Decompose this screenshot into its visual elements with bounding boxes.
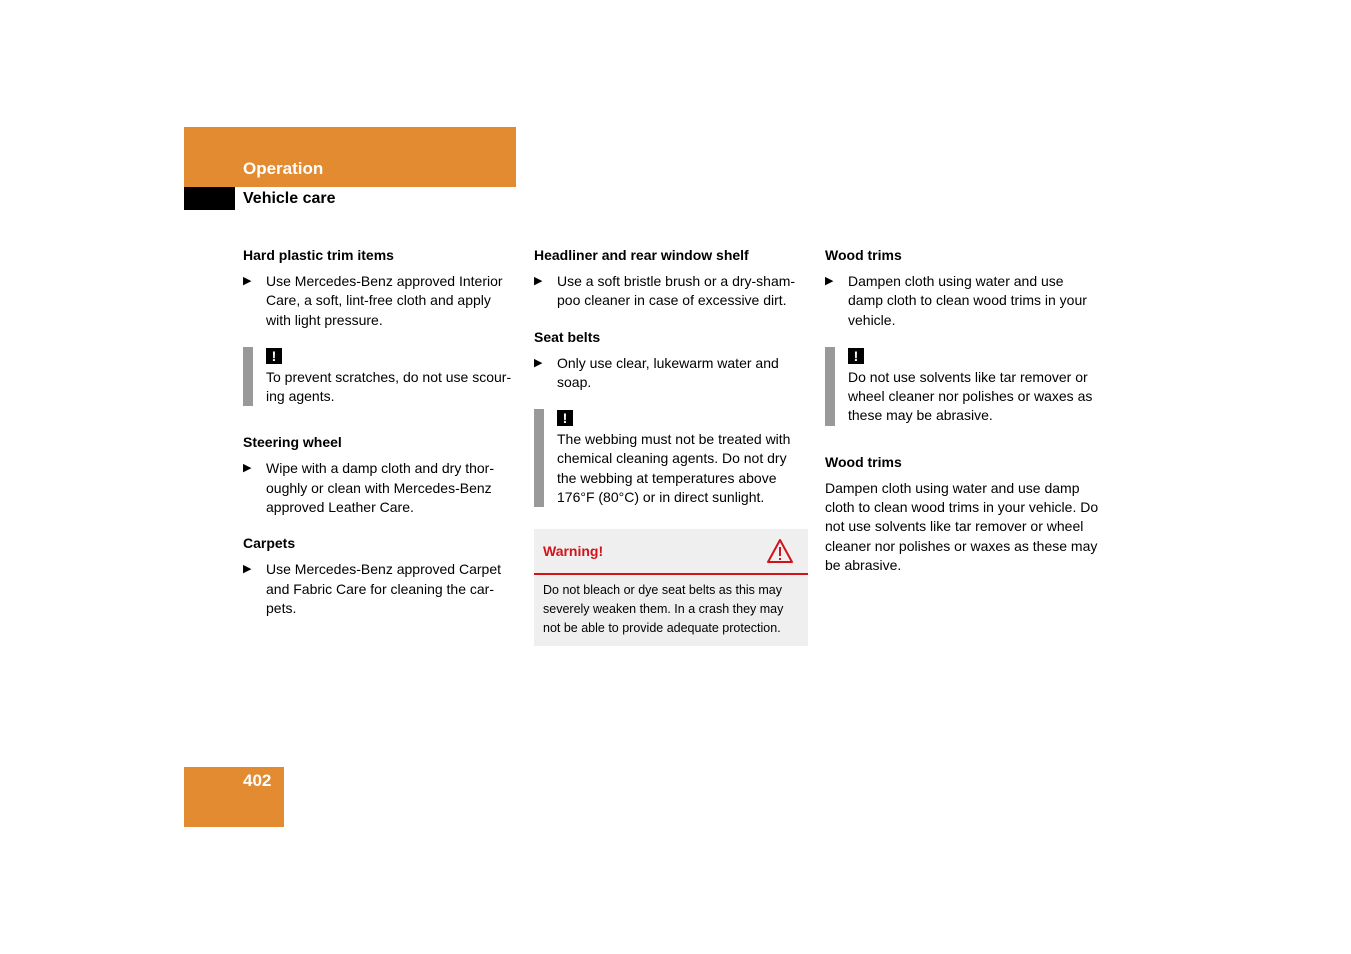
step-text: Wipe with a damp cloth and dry thor-oughly or clean with Mercedes-Benz approved Leather Care. bbox=[266, 460, 494, 516]
note-text: Do not use solvents like tar remover or wheel cleaner nor polishes or waxes as these may be abrasive. bbox=[848, 368, 1093, 424]
caution-note bbox=[534, 409, 808, 507]
triangle-bullet-icon: ▶ bbox=[534, 356, 543, 369]
warning-text: Do not bleach or dye seat belts as this may severely weaken them. In a crash they may not be able to provide adequate protection. bbox=[543, 583, 784, 636]
triangle-bullet-icon: ▶ bbox=[825, 275, 834, 287]
heading-steering-wheel: Steering wheel bbox=[243, 434, 342, 451]
step-text: Use a soft bristle brush or a dry-sham-poo cleaner in case of excessive dirt. bbox=[557, 273, 796, 309]
triangle-bullet-icon: ▶ bbox=[534, 275, 543, 287]
column-2 bbox=[534, 246, 808, 646]
triangle-bullet-icon: ▶ bbox=[243, 462, 252, 475]
instruction-step bbox=[825, 272, 1099, 330]
section-marker bbox=[184, 187, 235, 210]
column-1 bbox=[243, 246, 517, 635]
heading-hard-plastic: Hard plastic trim items bbox=[243, 247, 394, 263]
instruction-step bbox=[243, 459, 517, 517]
heading-headliner: Headliner and rear window shelf bbox=[534, 247, 749, 263]
heading-wood-trims-2: Wood trims bbox=[825, 453, 902, 470]
exclamation-icon: ! bbox=[848, 348, 864, 364]
instruction-step bbox=[534, 272, 808, 311]
warning-triangle-icon bbox=[766, 538, 794, 564]
step-text: Use Mercedes-Benz approved Interior Care, a soft, lint-free cloth and apply with light pressure. bbox=[266, 273, 503, 328]
instruction-step bbox=[243, 272, 517, 330]
triangle-bullet-icon: ▶ bbox=[243, 275, 252, 287]
warning-header bbox=[534, 529, 808, 575]
caution-note bbox=[243, 347, 517, 407]
exclamation-icon: ! bbox=[266, 348, 282, 364]
page-number: 402 bbox=[243, 771, 272, 790]
caution-note bbox=[825, 347, 1099, 426]
step-text: Only use clear, lukewarm water and soap. bbox=[557, 354, 779, 390]
subsection-title: Vehicle care bbox=[243, 190, 336, 207]
instruction-step bbox=[534, 354, 808, 393]
note-text: The webbing must not be treated with chemical cleaning agents. Do not dry the webbing at temperatures above 176°F (80°C) or in direct sunlight. bbox=[557, 431, 791, 506]
step-text: Use Mercedes-Benz approved Carpet and Fabric Care for cleaning the car-pets. bbox=[266, 561, 502, 616]
header-bar bbox=[184, 127, 516, 187]
exclamation-icon: ! bbox=[557, 410, 573, 426]
triangle-bullet-icon: ▶ bbox=[243, 563, 252, 576]
heading-wood-trims: Wood trims bbox=[825, 247, 902, 263]
column-3 bbox=[825, 246, 1099, 575]
step-text: Dampen cloth using water and use damp cloth to clean wood trims in your vehicle. bbox=[848, 273, 1087, 328]
instruction-step bbox=[243, 560, 517, 618]
heading-seat-belts: Seat belts bbox=[534, 328, 601, 345]
section-title: Operation bbox=[243, 159, 324, 178]
heading-carpets: Carpets bbox=[243, 535, 296, 552]
warning-label: Warning! bbox=[543, 543, 604, 560]
note-text: To prevent scratches, do not use scour-ing agents. bbox=[266, 368, 512, 405]
warning-box bbox=[534, 529, 808, 646]
paragraph-text: Dampen cloth using water and use damp cloth to clean wood trims in your vehicle. Do not use solvents like tar remover or wheel cleaner nor polishes or waxes as these may be abrasive. bbox=[825, 479, 1099, 573]
